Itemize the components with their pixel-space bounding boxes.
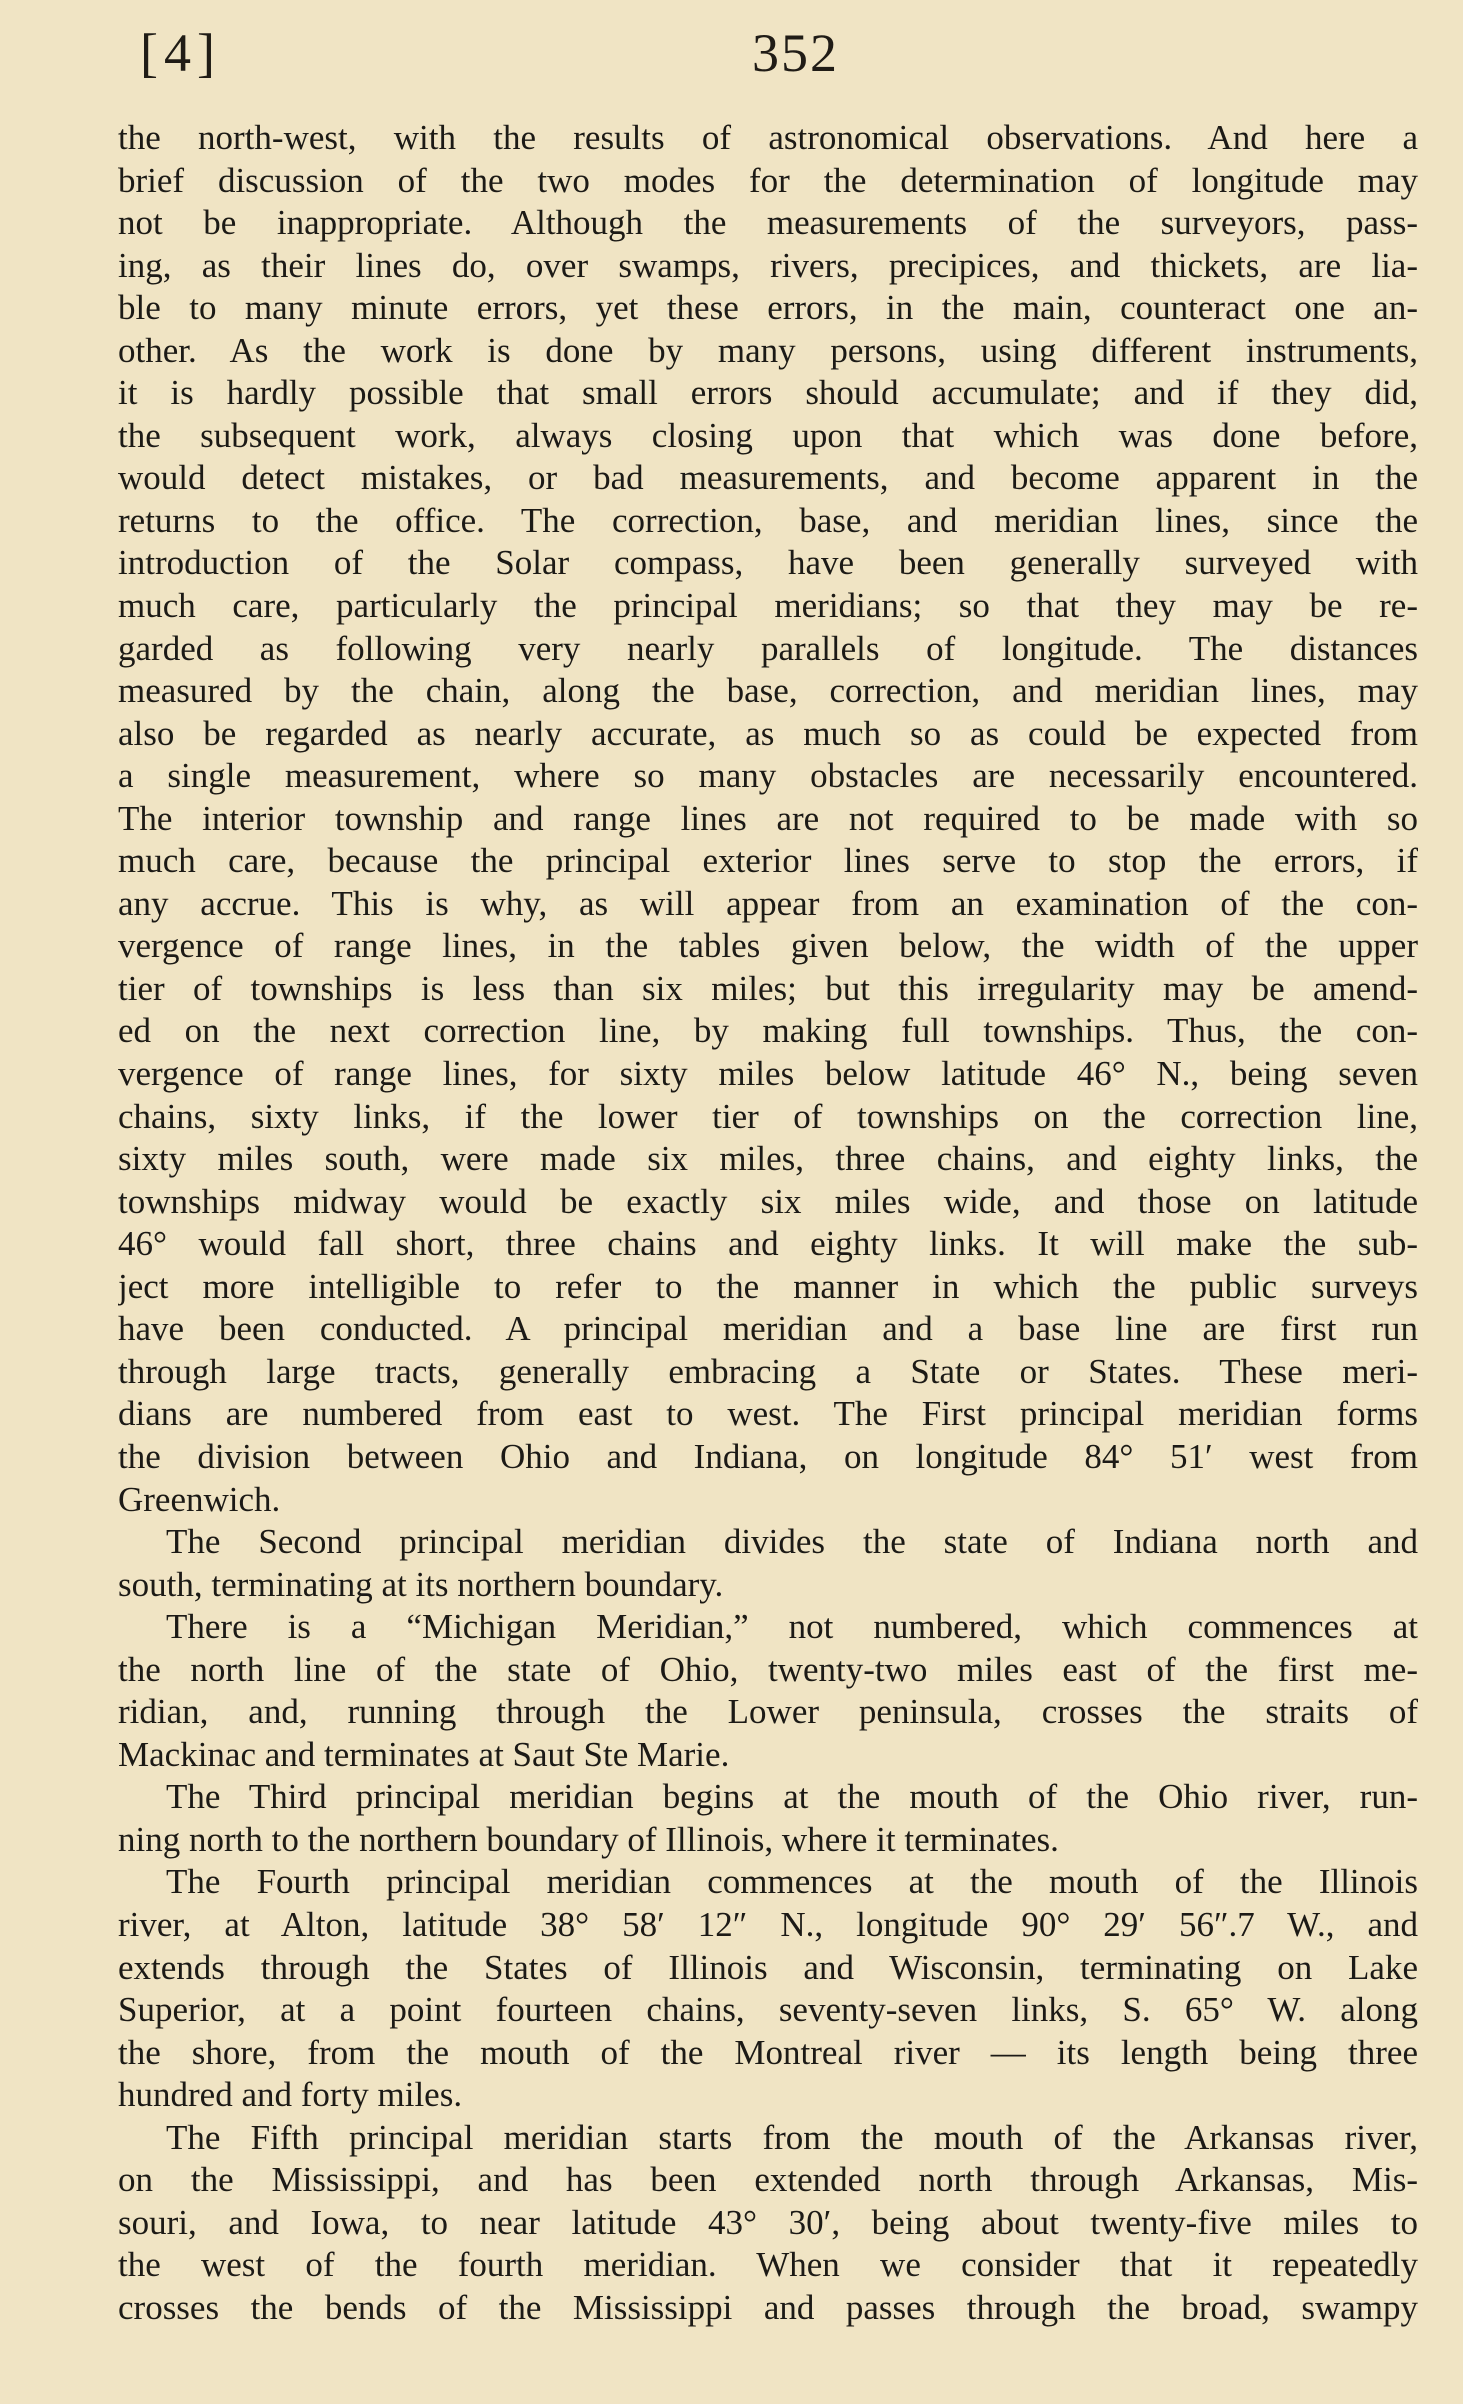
text-line: ed on the next correction line, by making full townships. Thus, the con-	[118, 1011, 1418, 1051]
text-line: ble to many minute errors, yet these errors, in the main, counteract one an-	[118, 288, 1418, 328]
text-line: the north line of the state of Ohio, twenty-two miles east of the first me-	[118, 1649, 1418, 1689]
text-line: The Fourth principal meridian commences at the mouth of the Illinois	[166, 1862, 1418, 1902]
text-line: ning north to the northern boundary of Illinois, where it terminates.	[118, 1819, 1059, 1859]
text-line: not be inappropriate. Although the measurements of the surveyors, pass-	[118, 203, 1418, 243]
text-line: returns to the office. The correction, base, and meridian lines, since the	[118, 500, 1418, 540]
text-line: Mackinac and terminates at Saut Ste Marie.	[118, 1734, 730, 1774]
text-line: The Third principal meridian begins at the mouth of the Ohio river, run-	[166, 1777, 1418, 1817]
body-text	[118, 117, 1418, 2329]
text-line: brief discussion of the two modes for the determination of longitude may	[118, 160, 1418, 200]
page-header	[140, 22, 1360, 92]
text-line: south, terminating at its northern boundary.	[118, 1564, 724, 1604]
text-line: any accrue. This is why, as will appear from an examination of the con-	[118, 883, 1418, 923]
text-line: it is hardly possible that small errors should accumulate; and if they did,	[118, 373, 1418, 413]
text-line: chains, sixty links, if the lower tier of townships on the correction line,	[118, 1096, 1418, 1136]
text-line: ridian, and, running through the Lower peninsula, crosses the straits of	[118, 1692, 1418, 1732]
text-line: a single measurement, where so many obstacles are necessarily encountered.	[118, 756, 1418, 796]
text-line: much care, because the principal exterior lines serve to stop the errors, if	[118, 841, 1418, 881]
text-line: much care, particularly the principal meridians; so that they may be re-	[118, 586, 1418, 626]
text-line: measured by the chain, along the base, correction, and meridian lines, may	[118, 671, 1418, 711]
text-line: the north-west, with the results of astronomical observations. And here a	[118, 118, 1418, 157]
text-line: the west of the fourth meridian. When we consider that it repeatedly	[118, 2245, 1418, 2285]
text-line: ject more intelligible to refer to the manner in which the public surveys	[118, 1266, 1418, 1306]
text-line: also be regarded as nearly accurate, as much so as could be expected from	[118, 713, 1418, 753]
text-line: townships midway would be exactly six miles wide, and those on latitude	[118, 1181, 1418, 1221]
text-line: dians are numbered from east to west. The First principal meridian forms	[118, 1394, 1418, 1434]
text-line: the subsequent work, always closing upon that which was done before,	[118, 415, 1418, 455]
text-line: hundred and forty miles.	[118, 2075, 463, 2115]
text-line: tier of townships is less than six miles; but this irregularity may be amend-	[118, 968, 1418, 1008]
text-line: on the Mississippi, and has been extended north through Arkansas, Mis-	[118, 2160, 1418, 2200]
text-line: vergence of range lines, in the tables given below, the width of the upper	[118, 926, 1418, 966]
text-line: Greenwich.	[118, 1479, 281, 1519]
text-line: introduction of the Solar compass, have been generally surveyed with	[118, 543, 1418, 583]
text-line: There is a “Michigan Meridian,” not numbered, which commences at	[166, 1607, 1418, 1647]
text-line: sixty miles south, were made six miles, three chains, and eighty links, the	[118, 1139, 1418, 1179]
text-line: would detect mistakes, or bad measurements, and become apparent in the	[118, 458, 1418, 498]
signature-mark: [4]	[140, 23, 221, 83]
text-line: The Second principal meridian divides the state of Indiana north and	[166, 1522, 1418, 1562]
text-line: Superior, at a point fourteen chains, seventy-seven links, S. 65° W. along	[118, 1990, 1418, 2030]
text-line: through large tracts, generally embracing a State or States. These meri-	[118, 1351, 1418, 1391]
text-line: souri, and Iowa, to near latitude 43° 30′, being about twenty-five miles to	[118, 2202, 1418, 2242]
text-line: the shore, from the mouth of the Montreal river — its length being three	[118, 2032, 1418, 2072]
text-line: The interior township and range lines are not required to be made with so	[118, 798, 1418, 838]
text-line: garded as following very nearly parallels of longitude. The distances	[118, 628, 1418, 668]
text-line: the division between Ohio and Indiana, on longitude 84° 51′ west from	[118, 1436, 1418, 1476]
page-number: 352	[752, 23, 839, 83]
text-line: ing, as their lines do, over swamps, rivers, precipices, and thickets, are lia-	[118, 245, 1418, 285]
text-line: crosses the bends of the Mississippi and passes through the broad, swampy	[118, 2287, 1418, 2327]
text-line: have been conducted. A principal meridian and a base line are first run	[118, 1309, 1418, 1349]
text-line: river, at Alton, latitude 38° 58′ 12″ N., longitude 90° 29′ 56″.7 W., and	[118, 1904, 1418, 1944]
text-line: extends through the States of Illinois and Wisconsin, terminating on Lake	[118, 1947, 1418, 1987]
text-line: 46° would fall short, three chains and eighty links. It will make the sub-	[118, 1224, 1418, 1264]
text-line: The Fifth principal meridian starts from the mouth of the Arkansas river,	[166, 2117, 1418, 2157]
text-line: vergence of range lines, for sixty miles below latitude 46° N., being seven	[118, 1054, 1418, 1094]
text-line: other. As the work is done by many persons, using different instruments,	[118, 330, 1418, 370]
